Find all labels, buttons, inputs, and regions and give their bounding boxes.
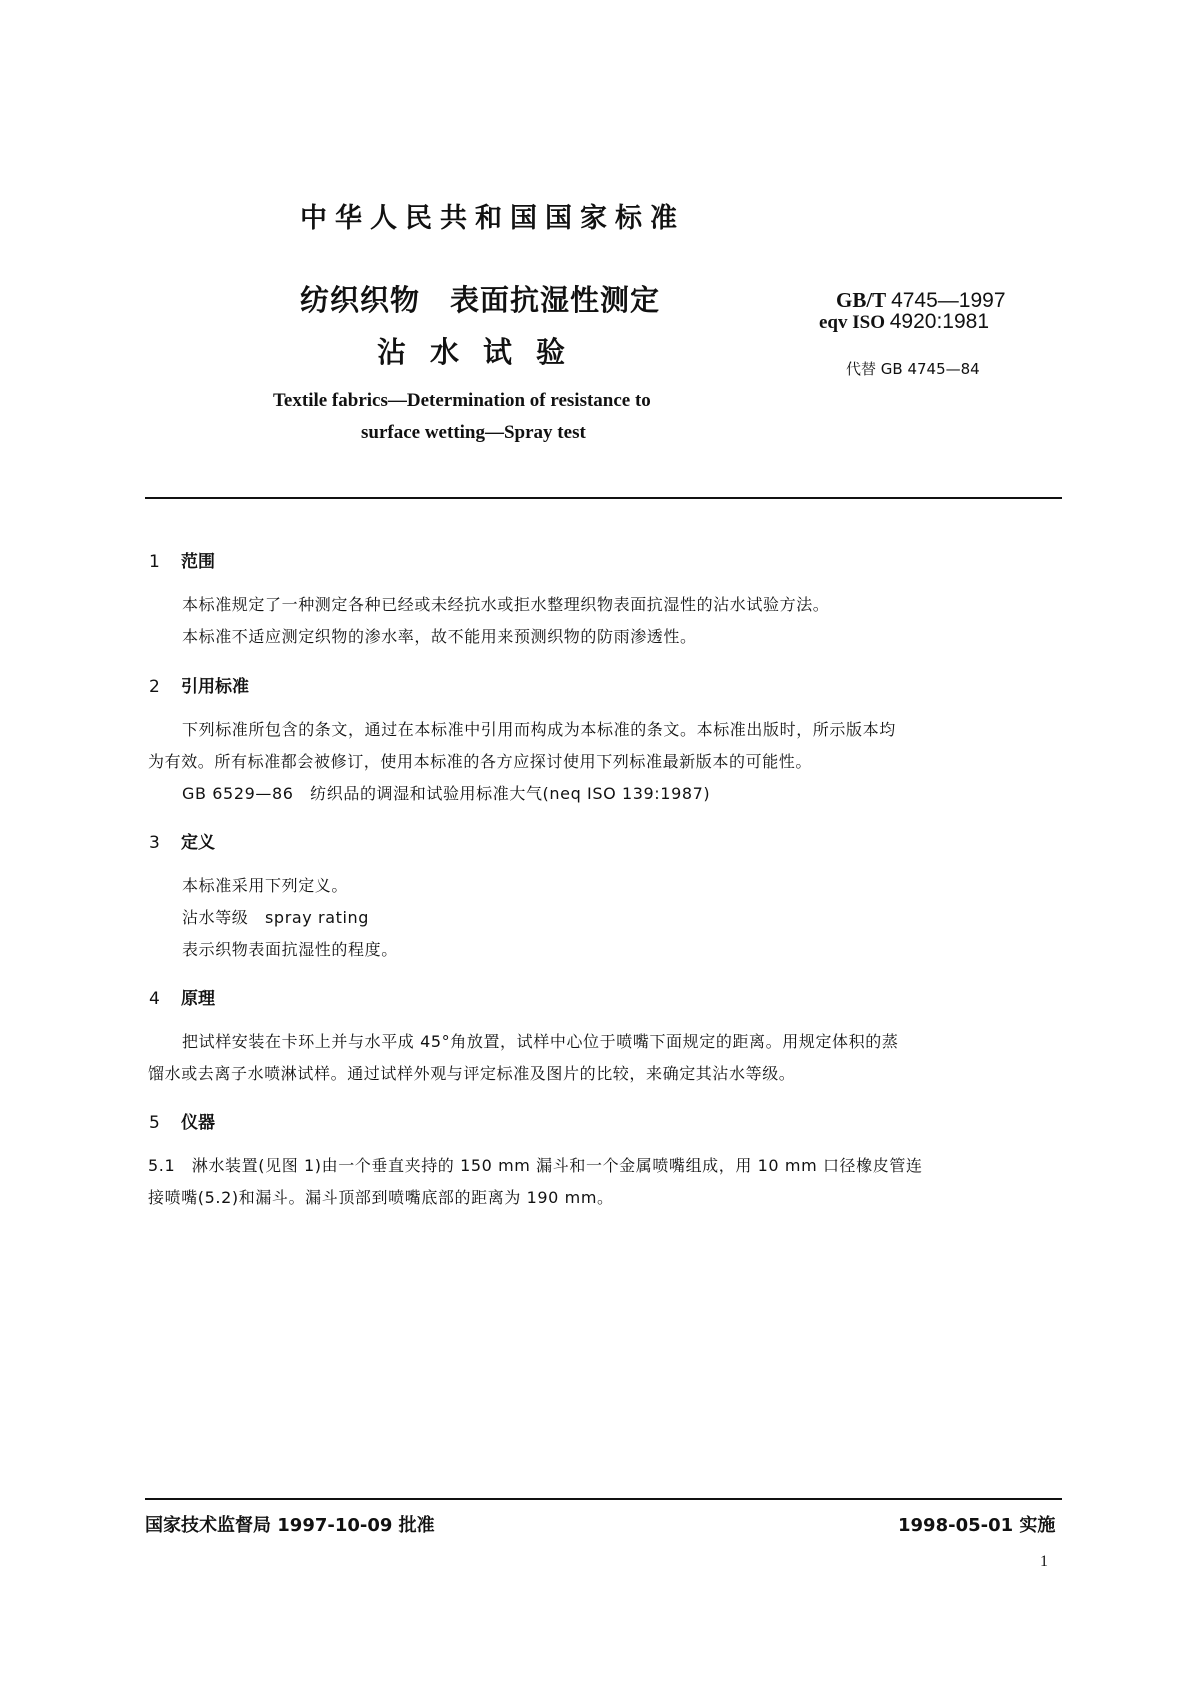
- paragraph-line: 本标准不适应测定织物的渗水率，故不能用来预测织物的防雨渗透性。: [182, 627, 697, 646]
- english-title-line1: Textile fabrics—Determination of resistance to: [273, 390, 651, 411]
- equivalent-standard-prefix: eqv ISO: [819, 312, 885, 333]
- approval-date: 国家技术监督局 1997-10-09 批准: [145, 1515, 435, 1536]
- section-number: 4: [149, 989, 160, 1009]
- section-number: 1: [149, 552, 160, 572]
- section-number: 3: [149, 833, 160, 853]
- section-title: 原理: [181, 989, 215, 1009]
- paragraph-line: 把试样安装在卡环上并与水平成 45°角放置，试样中心位于喷嘴下面规定的距离。用规定体积的蒸: [182, 1032, 899, 1051]
- paragraph-line: 馏水或去离子水喷淋试样。通过试样外观与评定标准及图片的比较，来确定其沾水等级。: [148, 1064, 796, 1083]
- section-heading: [149, 1108, 215, 1133]
- paragraph-line: 下列标准所包含的条文，通过在本标准中引用而构成为本标准的条文。本标准出版时，所示版本均: [182, 720, 896, 739]
- standard-code-number: 4745—1997: [891, 289, 1006, 312]
- paragraph-line: 表示织物表面抗湿性的程度。: [182, 940, 398, 959]
- section-heading: [149, 828, 215, 853]
- national-standard-title: 中华人民共和国国家标准: [300, 203, 685, 234]
- paragraph-line: 本标准规定了一种测定各种已经或未经抗水或拒水整理织物表面抗湿性的沾水试验方法。: [182, 595, 830, 614]
- paragraph-line: 为有效。所有标准都会被修订，使用本标准的各方应探讨使用下列标准最新版本的可能性。: [148, 752, 813, 771]
- chinese-title-line2: 沾水试验: [377, 335, 590, 369]
- equivalent-standard: [819, 310, 989, 334]
- section-heading: [149, 547, 215, 572]
- page-number: 1: [1040, 1553, 1048, 1570]
- section-number: 2: [149, 677, 160, 697]
- paragraph-line: 沾水等级 spray rating: [182, 908, 370, 927]
- english-title-line2: surface wetting—Spray test: [361, 422, 586, 443]
- section-heading: [149, 984, 215, 1009]
- standard-code-prefix: GB/T: [836, 288, 886, 312]
- equivalent-standard-number: 4920:1981: [889, 310, 990, 333]
- paragraph-line: 5.1 淋水装置(见图 1)由一个垂直夹持的 150 mm 漏斗和一个金属喷嘴组成，用 10 mm 口径橡皮管连: [148, 1156, 923, 1175]
- effective-date: 1998-05-01 实施: [898, 1515, 1056, 1536]
- paragraph-line: 接喷嘴(5.2)和漏斗。漏斗顶部到喷嘴底部的距离为 190 mm。: [148, 1188, 614, 1207]
- section-heading: [149, 672, 249, 697]
- paragraph-line: GB 6529—86 纺织品的调湿和试验用标准大气(neq ISO 139:1987): [182, 784, 711, 803]
- section-title: 范围: [181, 552, 215, 572]
- chinese-title-line1: 纺织织物 表面抗湿性测定: [300, 283, 661, 317]
- section-title: 定义: [181, 833, 215, 853]
- paragraph-line: 本标准采用下列定义。: [182, 876, 349, 895]
- header-divider: [145, 497, 1062, 499]
- section-number: 5: [149, 1113, 160, 1133]
- footer-divider: [145, 1498, 1062, 1500]
- section-title: 引用标准: [181, 677, 249, 697]
- replaces-standard: 代替 GB 4745—84: [846, 360, 980, 378]
- section-title: 仪器: [181, 1113, 215, 1133]
